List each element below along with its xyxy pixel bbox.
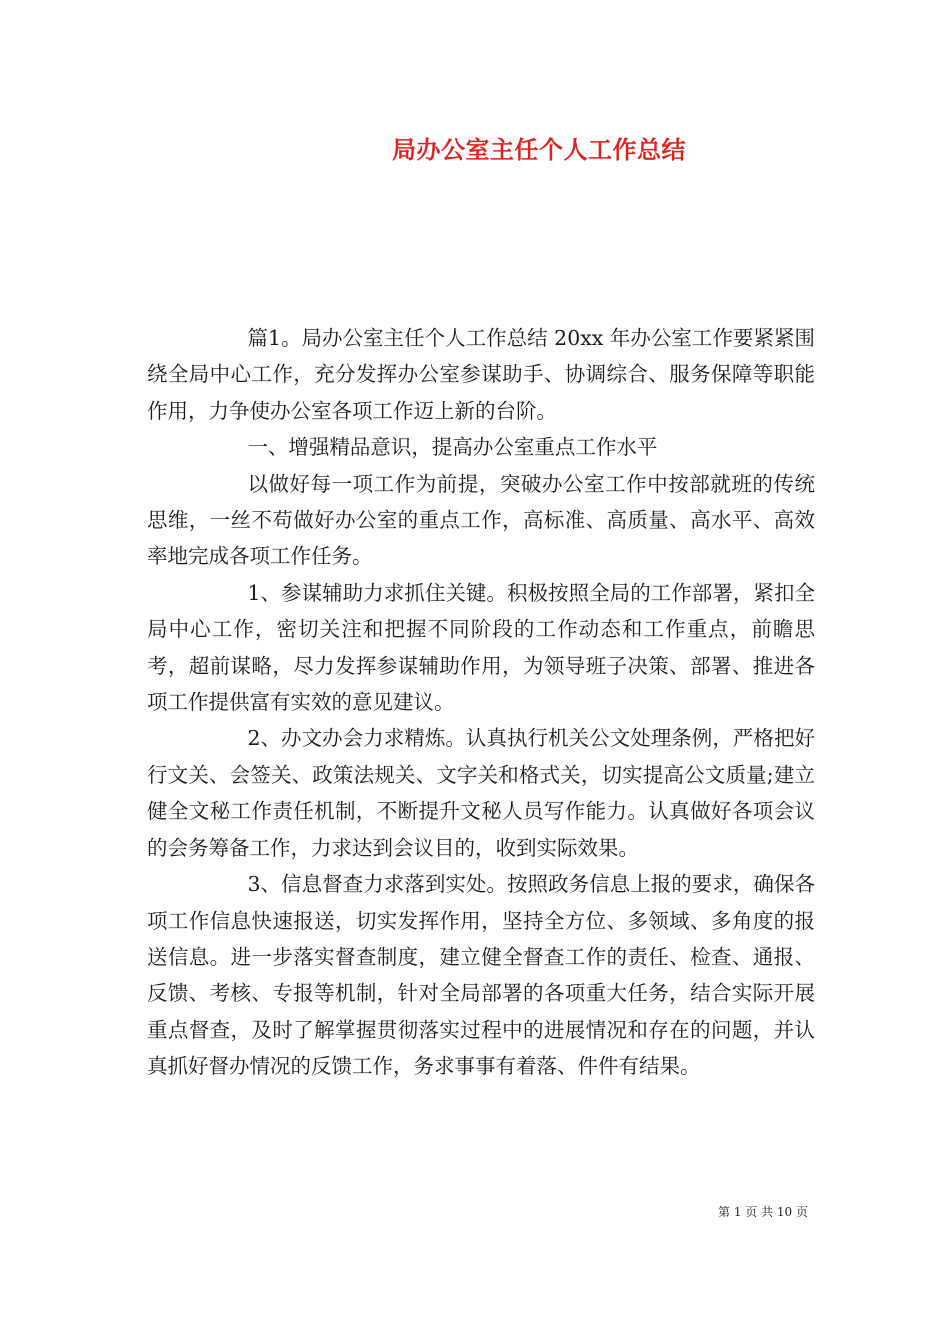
page-number: 第 1 页 共 10 页 <box>718 1205 808 1219</box>
paragraph-item-1: 1、参谋辅助力求抓住关键。积极按照全局的工作部署，紧扣全局中心工作，密切关注和把握不同阶段的工作动态和工作重点，前瞻思考，超前谋略，尽力发挥参谋辅助作用，为领导班子决策、部署、推进各项工作提供富有实效的意见建议。 <box>147 580 815 715</box>
paragraph-item-2: 2、办文办会力求精炼。认真执行机关公文处理条例，严格把好行文关、会签关、政策法规关、文字关和格式关，切实提高公文质量;建立健全文秘工作责任机制，不断提升文秘人员写作能力。认真做好各项会议的会务筹备工作，力求达到会议目的，收到实际效果。 <box>147 726 815 860</box>
document-body <box>147 320 815 1085</box>
paragraph-item-3: 3、信息督查力求落到实处。按照政务信息上报的要求，确保各项工作信息快速报送，切实发挥作用，坚持全方位、多领域、多角度的报送信息。进一步落实督查制度，建立健全督查工作的责任、检查、通报、反馈、考核、专报等机制，针对全局部署的各项重大任务，结合实际开展重点督查，及时了解掌握贯彻落实过程中的进展情况和存在的问题，并认真抓好督办情况的反馈工作，务求事事有着落、件件有结果。 <box>147 872 815 1079</box>
document-title: 局办公室主任个人工作总结 <box>392 135 686 164</box>
section-heading: 一、增强精品意识，提高办公室重点工作水平 <box>247 435 658 460</box>
paragraph-premise: 以做好每一项工作为前提，突破办公室工作中按部就班的传统思维，一丝不苟做好办公室的重点工作，高标准、高质量、高水平、高效率地完成各项工作任务。 <box>147 471 815 569</box>
paragraph-intro: 篇1。局办公室主任个人工作总结 20xx 年办公室工作要紧紧围绕全局中心工作，充分发挥办公室参谋助手、协调综合、服务保障等职能作用，力争使办公室各项工作迈上新的台阶。 <box>147 326 815 423</box>
